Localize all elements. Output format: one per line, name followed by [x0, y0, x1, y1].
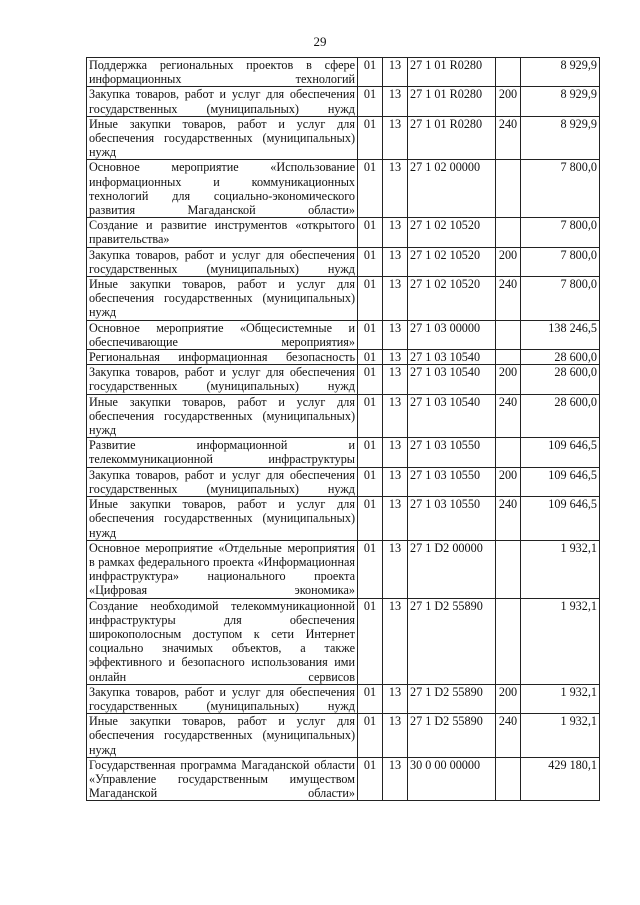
row-subsection-code-cell: 13 — [383, 160, 408, 218]
row-target-code-cell: 27 1 D2 55890 — [408, 598, 496, 684]
row-section-code-cell: 01 — [358, 598, 383, 684]
table-row — [87, 160, 600, 218]
row-section-code-cell: 01 — [358, 540, 383, 598]
row-section-code-cell: 01 — [358, 438, 383, 467]
row-subsection-code-cell: 13 — [383, 438, 408, 467]
row-target-code-cell: 27 1 02 00000 — [408, 160, 496, 218]
row-expense-type-cell: 240 — [496, 714, 521, 758]
row-name-cell: Развитие информационной и телекоммуникационной инфраструктуры — [87, 438, 358, 467]
row-subsection-code-cell: 13 — [383, 116, 408, 160]
row-section-code-cell: 01 — [358, 365, 383, 394]
row-section-code-cell: 01 — [358, 714, 383, 758]
row-section-code-cell: 01 — [358, 87, 383, 116]
budget-table-body — [87, 58, 600, 801]
row-amount-cell: 109 646,5 — [521, 497, 600, 541]
row-amount-cell: 109 646,5 — [521, 438, 600, 467]
row-subsection-code-cell: 13 — [383, 540, 408, 598]
row-section-code-cell: 01 — [358, 757, 383, 801]
row-subsection-code-cell: 13 — [383, 350, 408, 365]
row-expense-type-cell: 200 — [496, 684, 521, 713]
row-expense-type-cell — [496, 540, 521, 598]
row-expense-type-cell — [496, 438, 521, 467]
row-expense-type-cell: 240 — [496, 394, 521, 438]
table-row — [87, 394, 600, 438]
row-section-code-cell: 01 — [358, 497, 383, 541]
row-section-code-cell: 01 — [358, 160, 383, 218]
row-section-code-cell: 01 — [358, 684, 383, 713]
row-subsection-code-cell: 13 — [383, 87, 408, 116]
row-target-code-cell: 27 1 01 R0280 — [408, 58, 496, 87]
table-row — [87, 684, 600, 713]
row-subsection-code-cell: 13 — [383, 320, 408, 349]
table-row — [87, 320, 600, 349]
row-expense-type-cell — [496, 320, 521, 349]
table-row — [87, 714, 600, 758]
table-row — [87, 598, 600, 684]
table-row — [87, 467, 600, 496]
row-section-code-cell: 01 — [358, 467, 383, 496]
row-subsection-code-cell: 13 — [383, 365, 408, 394]
row-name-cell: Иные закупки товаров, работ и услуг для обеспечения государственных (муниципальных) нужд — [87, 714, 358, 758]
row-section-code-cell: 01 — [358, 58, 383, 87]
table-row — [87, 350, 600, 365]
table-row — [87, 58, 600, 87]
row-section-code-cell: 01 — [358, 394, 383, 438]
row-amount-cell: 1 932,1 — [521, 540, 600, 598]
table-row — [87, 438, 600, 467]
row-section-code-cell: 01 — [358, 277, 383, 321]
row-expense-type-cell: 240 — [496, 116, 521, 160]
row-target-code-cell: 27 1 01 R0280 — [408, 116, 496, 160]
row-subsection-code-cell: 13 — [383, 218, 408, 247]
row-target-code-cell: 27 1 D2 55890 — [408, 714, 496, 758]
row-section-code-cell: 01 — [358, 247, 383, 276]
row-target-code-cell: 27 1 03 00000 — [408, 320, 496, 349]
row-target-code-cell: 30 0 00 00000 — [408, 757, 496, 801]
row-expense-type-cell: 200 — [496, 247, 521, 276]
row-name-cell: Основное мероприятие «Общесистемные и обеспечивающие мероприятия» — [87, 320, 358, 349]
row-expense-type-cell: 200 — [496, 87, 521, 116]
table-row — [87, 247, 600, 276]
row-target-code-cell: 27 1 02 10520 — [408, 277, 496, 321]
row-name-cell: Региональная информационная безопасность — [87, 350, 358, 365]
row-expense-type-cell: 200 — [496, 365, 521, 394]
row-name-cell: Основное мероприятие «Отдельные мероприятия в рамках федерального проекта «Информационная инфраструктура» национального проекта «Цифровая экономика» — [87, 540, 358, 598]
row-target-code-cell: 27 1 03 10540 — [408, 394, 496, 438]
row-amount-cell: 8 929,9 — [521, 87, 600, 116]
row-name-cell: Закупка товаров, работ и услуг для обеспечения государственных (муниципальных) нужд — [87, 467, 358, 496]
row-name-cell: Государственная программа Магаданской области «Управление государственным имуществом Магаданской области» — [87, 757, 358, 801]
row-amount-cell: 429 180,1 — [521, 757, 600, 801]
row-target-code-cell: 27 1 01 R0280 — [408, 87, 496, 116]
table-row — [87, 218, 600, 247]
row-section-code-cell: 01 — [358, 218, 383, 247]
row-section-code-cell: 01 — [358, 320, 383, 349]
row-amount-cell: 109 646,5 — [521, 467, 600, 496]
row-amount-cell: 1 932,1 — [521, 714, 600, 758]
row-target-code-cell: 27 1 02 10520 — [408, 247, 496, 276]
table-row — [87, 757, 600, 801]
row-expense-type-cell — [496, 218, 521, 247]
row-target-code-cell: 27 1 D2 55890 — [408, 684, 496, 713]
table-row — [87, 540, 600, 598]
row-target-code-cell: 27 1 03 10540 — [408, 365, 496, 394]
row-target-code-cell: 27 1 03 10550 — [408, 467, 496, 496]
row-name-cell: Создание необходимой телекоммуникационной инфраструктуры для обеспечения широкополосным доступом к сети Интернет социально значимых объектов, а также эффективного и безопасного использования ими онлайн сервисов — [87, 598, 358, 684]
row-amount-cell: 1 932,1 — [521, 684, 600, 713]
row-name-cell: Иные закупки товаров, работ и услуг для обеспечения государственных (муниципальных) нужд — [87, 497, 358, 541]
row-amount-cell: 7 800,0 — [521, 277, 600, 321]
row-subsection-code-cell: 13 — [383, 757, 408, 801]
row-target-code-cell: 27 1 02 10520 — [408, 218, 496, 247]
row-name-cell: Иные закупки товаров, работ и услуг для обеспечения государственных (муниципальных) нужд — [87, 116, 358, 160]
row-subsection-code-cell: 13 — [383, 394, 408, 438]
row-name-cell: Иные закупки товаров, работ и услуг для обеспечения государственных (муниципальных) нужд — [87, 277, 358, 321]
row-subsection-code-cell: 13 — [383, 684, 408, 713]
row-expense-type-cell: 240 — [496, 277, 521, 321]
row-expense-type-cell — [496, 598, 521, 684]
row-target-code-cell: 27 1 03 10550 — [408, 438, 496, 467]
row-section-code-cell: 01 — [358, 350, 383, 365]
row-subsection-code-cell: 13 — [383, 497, 408, 541]
row-expense-type-cell: 240 — [496, 497, 521, 541]
row-name-cell: Основное мероприятие «Использование информационных и коммуникационных технологий для социально-экономического развития Магаданской области» — [87, 160, 358, 218]
row-subsection-code-cell: 13 — [383, 58, 408, 87]
row-name-cell: Закупка товаров, работ и услуг для обеспечения государственных (муниципальных) нужд — [87, 247, 358, 276]
row-section-code-cell: 01 — [358, 116, 383, 160]
page-number: 29 — [313, 34, 327, 49]
row-amount-cell: 138 246,5 — [521, 320, 600, 349]
row-subsection-code-cell: 13 — [383, 714, 408, 758]
row-amount-cell: 7 800,0 — [521, 160, 600, 218]
row-amount-cell: 8 929,9 — [521, 116, 600, 160]
row-amount-cell: 28 600,0 — [521, 350, 600, 365]
row-expense-type-cell — [496, 160, 521, 218]
table-row — [87, 277, 600, 321]
row-expense-type-cell: 200 — [496, 467, 521, 496]
row-subsection-code-cell: 13 — [383, 277, 408, 321]
row-subsection-code-cell: 13 — [383, 467, 408, 496]
row-name-cell: Поддержка региональных проектов в сфере информационных технологий — [87, 58, 358, 87]
table-row — [87, 497, 600, 541]
row-name-cell: Иные закупки товаров, работ и услуг для обеспечения государственных (муниципальных) нужд — [87, 394, 358, 438]
row-expense-type-cell — [496, 58, 521, 87]
row-name-cell: Создание и развитие инструментов «открытого правительства» — [87, 218, 358, 247]
row-subsection-code-cell: 13 — [383, 247, 408, 276]
budget-table — [86, 57, 600, 801]
row-subsection-code-cell: 13 — [383, 598, 408, 684]
row-amount-cell: 7 800,0 — [521, 218, 600, 247]
row-amount-cell: 28 600,0 — [521, 365, 600, 394]
row-amount-cell: 28 600,0 — [521, 394, 600, 438]
row-target-code-cell: 27 1 03 10550 — [408, 497, 496, 541]
table-row — [87, 116, 600, 160]
row-target-code-cell: 27 1 D2 00000 — [408, 540, 496, 598]
row-expense-type-cell — [496, 757, 521, 801]
row-name-cell: Закупка товаров, работ и услуг для обеспечения государственных (муниципальных) нужд — [87, 87, 358, 116]
row-expense-type-cell — [496, 350, 521, 365]
table-row — [87, 365, 600, 394]
row-name-cell: Закупка товаров, работ и услуг для обеспечения государственных (муниципальных) нужд — [87, 365, 358, 394]
row-amount-cell: 7 800,0 — [521, 247, 600, 276]
table-row — [87, 87, 600, 116]
row-amount-cell: 8 929,9 — [521, 58, 600, 87]
row-name-cell: Закупка товаров, работ и услуг для обеспечения государственных (муниципальных) нужд — [87, 684, 358, 713]
row-amount-cell: 1 932,1 — [521, 598, 600, 684]
row-target-code-cell: 27 1 03 10540 — [408, 350, 496, 365]
